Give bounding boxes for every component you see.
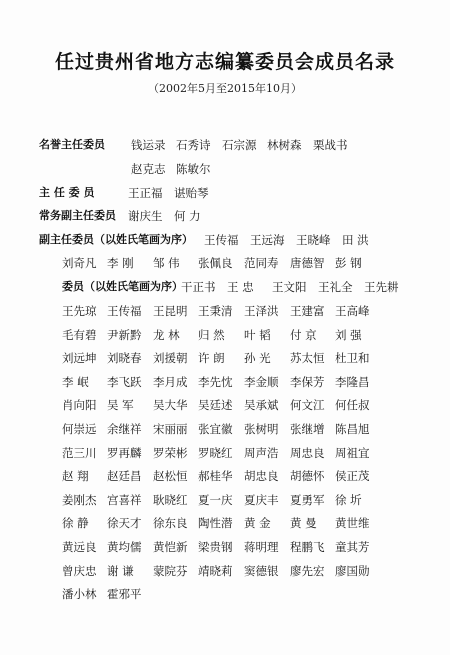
person-name: 苏太恒 (290, 351, 325, 366)
document-title: 任过贵州省地方志编纂委员会成员名录 (54, 51, 395, 73)
person-name: 王晓峰 (296, 233, 331, 247)
person-name: 李金顺 (244, 374, 279, 389)
person-name: 罗再麟 (107, 445, 142, 460)
person-name: 刘援朝 (153, 351, 188, 366)
person-name: 李隆昌 (335, 374, 370, 389)
person-name: 霍邪平 (107, 587, 142, 602)
person-name: 刘 强 (335, 327, 362, 342)
section-label: 名誉主任委员 (39, 138, 105, 151)
person-name: 蒙院芬 (153, 563, 188, 578)
person-name: 范同寿 (244, 256, 279, 270)
person-name: 刘远坤 (62, 351, 97, 366)
person-name: 孙 光 (244, 351, 271, 366)
person-name: 赵松恒 (153, 469, 188, 484)
person-name: 栗战书 (313, 138, 348, 152)
section-label: 常务副主任委员 (39, 209, 116, 222)
section-label: 主 任 委 员 (39, 186, 95, 199)
document-subtitle: （2002年5月至2015年10月） (148, 82, 302, 95)
person-name: 谌贻琴 (174, 186, 209, 200)
person-name: 黄世维 (335, 516, 370, 531)
person-name: 田 洪 (342, 233, 369, 247)
person-name: 侯正茂 (335, 469, 370, 484)
person-name: 周祖宜 (335, 445, 370, 460)
person-name: 梁贵钢 (198, 540, 233, 554)
section-label: 副主任委员（以姓氏笔画为序） (39, 233, 193, 246)
person-name: 唐德智 (290, 256, 325, 270)
person-name: 吴大华 (153, 398, 188, 413)
person-name: 陶性潜 (198, 516, 233, 531)
person-name: 姜刚杰 (62, 492, 97, 507)
person-name: 石秀诗 (176, 138, 211, 152)
person-name: 李 刚 (107, 256, 134, 270)
person-name: 张佩良 (198, 256, 233, 270)
person-name: 许 朗 (198, 351, 225, 366)
person-name: 刘晓春 (107, 351, 142, 366)
person-name: 赵廷昌 (107, 469, 142, 484)
person-name: 童其芳 (335, 540, 370, 554)
person-name: 廖国勋 (335, 563, 370, 578)
person-name: 王礼全 (318, 280, 353, 294)
person-name: 李月成 (153, 374, 188, 389)
person-name: 尹新黔 (107, 327, 142, 342)
person-name: 何任叔 (335, 398, 370, 413)
person-name: 廖先宏 (290, 563, 325, 578)
person-name: 石宗源 (222, 138, 257, 152)
person-name: 周声浩 (244, 445, 279, 460)
person-name: 程鹏飞 (290, 540, 325, 554)
person-name: 龙 林 (153, 327, 180, 342)
person-name: 吴承斌 (244, 398, 279, 413)
person-name: 李保芳 (290, 374, 325, 389)
person-name: 干正书 (181, 280, 216, 294)
person-name: 宋丽丽 (153, 422, 188, 436)
person-name: 归 然 (198, 327, 225, 342)
person-name: 夏一庆 (198, 492, 233, 507)
person-name: 钱运录 (131, 138, 166, 152)
person-name: 黄远良 (62, 540, 97, 554)
person-name: 宫喜祥 (107, 492, 142, 507)
person-name: 李 岷 (62, 374, 89, 389)
person-name: 黄恺新 (153, 540, 188, 554)
person-name: 王传福 (107, 304, 142, 318)
person-name: 肖向阳 (62, 398, 97, 413)
person-name: 谢 谦 (107, 563, 134, 578)
person-name: 张宜徽 (198, 422, 233, 436)
person-name: 郝桂华 (198, 469, 233, 484)
person-name: 陈敏尔 (176, 162, 211, 176)
person-name: 何文江 (290, 398, 325, 413)
person-name: 耿晓红 (153, 492, 188, 507)
person-name: 徐东良 (153, 516, 188, 531)
person-name: 赵克志 (131, 162, 166, 176)
person-name: 徐天才 (107, 516, 142, 531)
person-name: 胡忠良 (244, 469, 279, 484)
person-name: 夏勇军 (290, 492, 325, 507)
person-name: 李飞跃 (107, 374, 142, 389)
person-name: 杜卫和 (335, 351, 370, 366)
person-name: 赵 翔 (62, 469, 89, 484)
person-name: 吴廷述 (198, 398, 233, 413)
person-name: 毛有碧 (62, 327, 97, 342)
person-name: 刘奇凡 (62, 256, 97, 270)
person-name: 王正福 (128, 186, 163, 200)
person-name: 王先耕 (364, 280, 399, 294)
person-name: 陈昌旭 (335, 422, 370, 436)
person-name: 黄均儒 (107, 540, 142, 554)
person-name: 邹 伟 (153, 256, 180, 270)
person-name: 夏庆丰 (244, 492, 279, 507)
person-name: 胡德怀 (290, 469, 325, 484)
person-name: 何崇远 (62, 422, 97, 436)
person-name: 林树森 (267, 138, 302, 152)
person-name: 周忠良 (290, 445, 325, 460)
person-name: 罗晓红 (198, 445, 233, 460)
person-name: 谢庆生 (128, 209, 163, 223)
person-name: 王泽洪 (244, 304, 279, 318)
person-name: 王建富 (290, 304, 325, 318)
person-name: 付 京 (290, 327, 317, 342)
person-name: 潘小林 (62, 587, 97, 602)
person-name: 蒋明理 (244, 540, 279, 554)
person-name: 罗荣彬 (153, 445, 188, 460)
person-name: 黄 金 (244, 516, 271, 531)
person-name: 窦德银 (244, 563, 279, 578)
person-name: 李先忱 (198, 374, 233, 389)
person-name: 徐 圻 (335, 492, 362, 507)
person-name: 王 忠 (227, 280, 254, 294)
person-name: 范三川 (62, 445, 97, 460)
person-name: 张继增 (290, 422, 325, 436)
person-name: 吴 军 (107, 398, 134, 413)
person-name: 靖晓莉 (198, 563, 233, 578)
person-name: 王传福 (204, 233, 239, 247)
person-name: 王文阳 (272, 280, 307, 294)
person-name: 徐 静 (62, 516, 89, 531)
person-name: 曾庆忠 (62, 563, 97, 578)
person-name: 余继祥 (107, 422, 142, 436)
person-name: 王远海 (250, 233, 285, 247)
person-name: 王昆明 (153, 304, 188, 318)
person-name: 张树明 (244, 422, 279, 436)
section-label: 委员（以姓氏笔画为序） (62, 280, 183, 293)
person-name: 叶 韬 (244, 327, 271, 342)
person-name: 王高峰 (335, 304, 370, 318)
person-name: 王秉清 (198, 304, 233, 318)
person-name: 彭 钢 (335, 256, 362, 270)
person-name: 王先琼 (62, 304, 97, 318)
person-name: 何 力 (174, 209, 201, 223)
person-name: 黄 曼 (290, 516, 317, 531)
